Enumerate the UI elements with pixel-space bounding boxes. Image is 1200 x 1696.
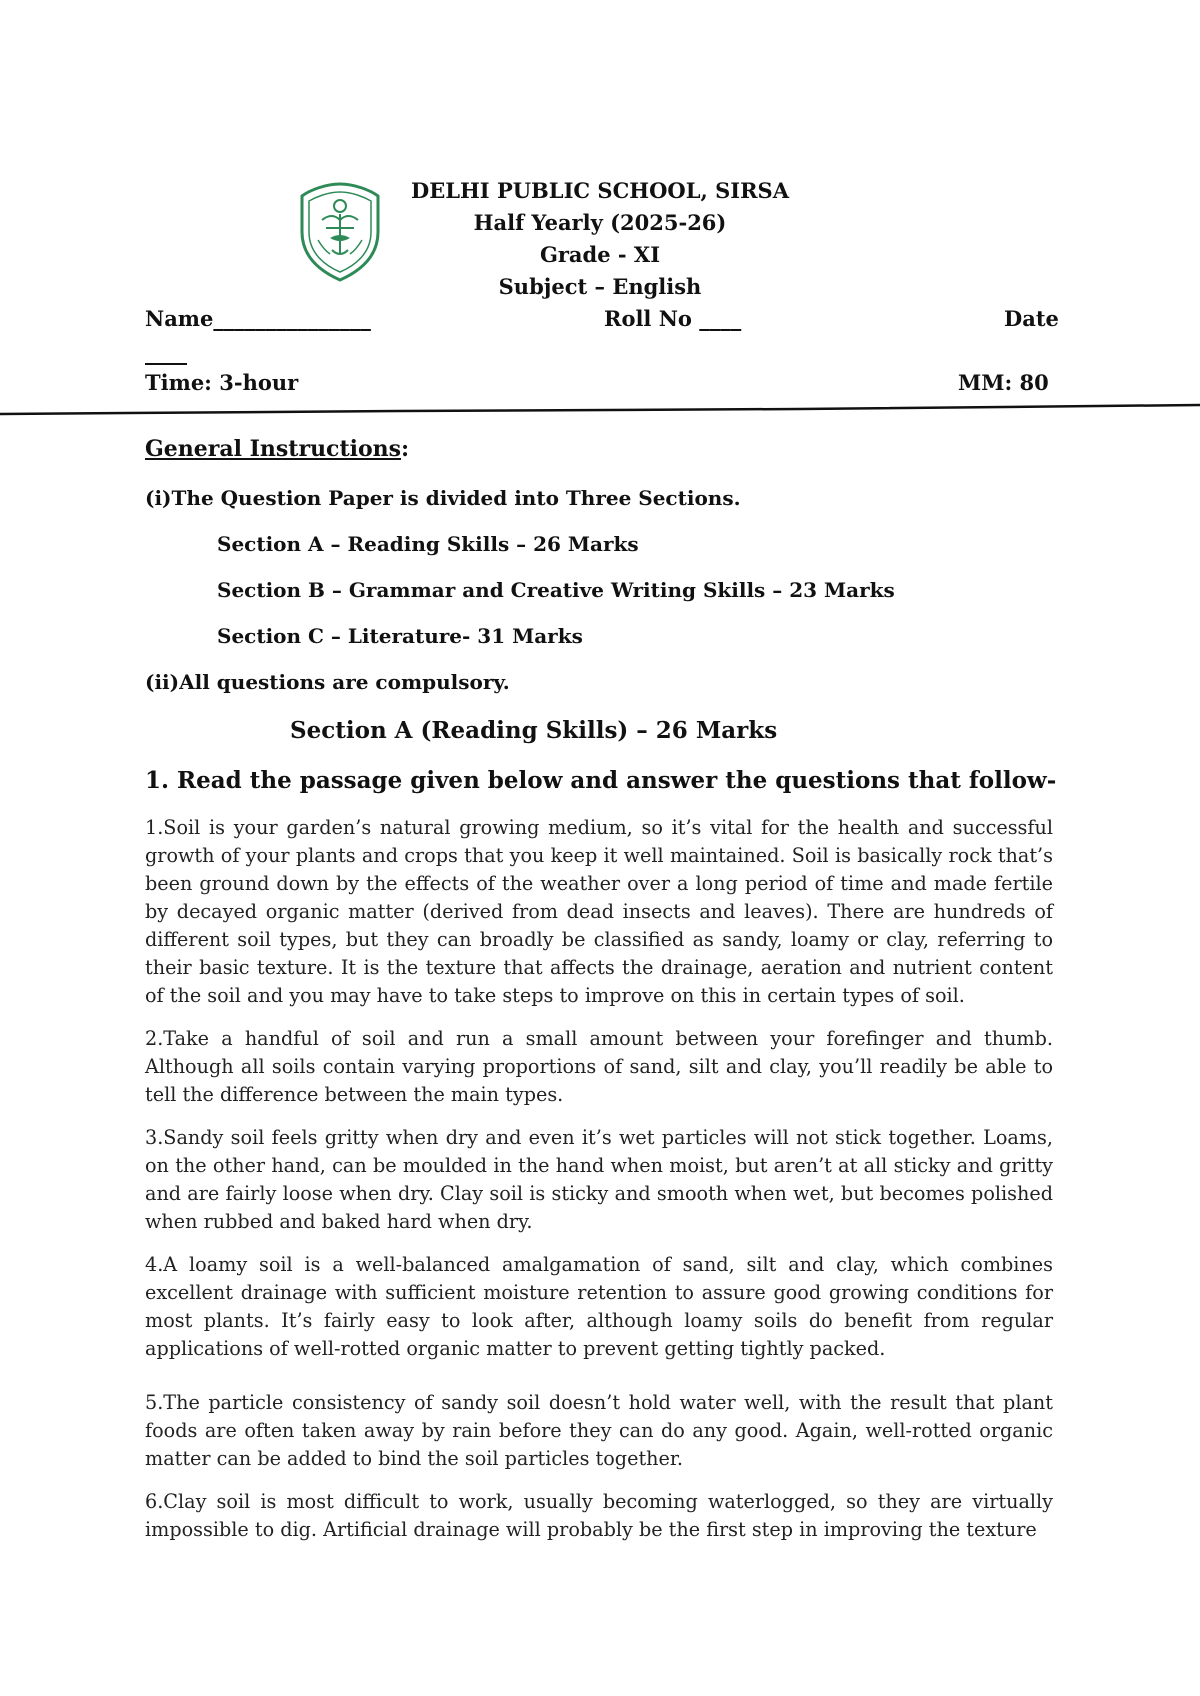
question-1-heading: 1. Read the passage given below and answer the questions that follow- (145, 767, 1057, 794)
passage-paragraph-5: 5.The particle consistency of sandy soil doesn’t hold water well, with the result that plant foods are often taken away by rain before they can do any good. Again, well-rotted organic matter can be added to bind the soil particles together. (145, 1391, 1053, 1470)
passage-paragraph-4: 4.A loamy soil is a well-balanced amalgamation of sand, silt and clay, which combines excellent drainage with sufficient moisture retention to assure good growing conditions for most plants. It’s fairly easy to look after, although loamy soils do benefit from regular applications of well-rotted organic matter to prevent getting tightly packed. (145, 1253, 1053, 1360)
subject-label: Subject – English (498, 274, 702, 299)
instructions-title-colon: : (401, 436, 410, 462)
date-label: Date (1004, 306, 1059, 331)
instruction-line-1: (i)The Question Paper is divided into Three Sections. (145, 486, 741, 510)
section-c-info: Section C – Literature- 31 Marks (217, 624, 583, 648)
passage-paragraph-2: 2.Take a handful of soil and run a small amount between your forefinger and thumb. Although all soils contain varying proportions of sand, silt and clay, you’ll readily be able to tell the difference between the main types. (145, 1027, 1053, 1106)
section-b-info: Section B – Grammar and Creative Writing Skills – 23 Marks (217, 578, 895, 602)
max-marks-label: MM: 80 (958, 370, 1049, 395)
header-divider (0, 402, 1200, 418)
instructions-title (145, 436, 409, 462)
roll-no-field[interactable]: Roll No ____ (604, 306, 742, 331)
name-field[interactable]: Name_______________ (145, 306, 371, 331)
section-a-info: Section A – Reading Skills – 26 Marks (217, 532, 639, 556)
time-label: Time: 3-hour (145, 370, 299, 395)
section-a-heading: Section A (Reading Skills) – 26 Marks (290, 717, 778, 744)
instructions-title-text: General Instructions (145, 436, 402, 462)
grade-label: Grade - XI (539, 242, 661, 267)
passage-paragraph-3: 3.Sandy soil feels gritty when dry and even it’s wet particles will not stick together. Loams, on the other hand, can be moulded in the hand when moist, but aren’t at all sticky and gritty and are fairly loose when dry. Clay soil is sticky and smooth when wet, but becomes polished when rubbed and baked hard when dry. (145, 1126, 1053, 1233)
passage-paragraph-6: 6.Clay soil is most difficult to work, usually becoming waterlogged, so they are virtually impossible to dig. Artificial drainage will probably be the first step in improving the texture (145, 1490, 1053, 1541)
exam-title: Half Yearly (2025-26) (473, 210, 727, 235)
date-field[interactable]: ____ (145, 340, 187, 365)
instruction-line-2: (ii)All questions are compulsory. (145, 670, 510, 694)
passage-paragraph-1: 1.Soil is your garden’s natural growing medium, so it’s vital for the health and successful growth of your plants and crops that you keep it well maintained. Soil is basically rock that’s been ground down by the effects of the weather over a long period of time and made fertile by decayed organic matter (derived from dead insects and leaves). There are hundreds of different soil types, but they can broadly be classified as sandy, loamy or clay, referring to their basic texture. It is the texture that affects the drainage, aeration and nutrient content of the soil and you may have to take steps to improve on this in certain types of soil. (145, 816, 1053, 1007)
school-name: DELHI PUBLIC SCHOOL, SIRSA (410, 178, 790, 203)
